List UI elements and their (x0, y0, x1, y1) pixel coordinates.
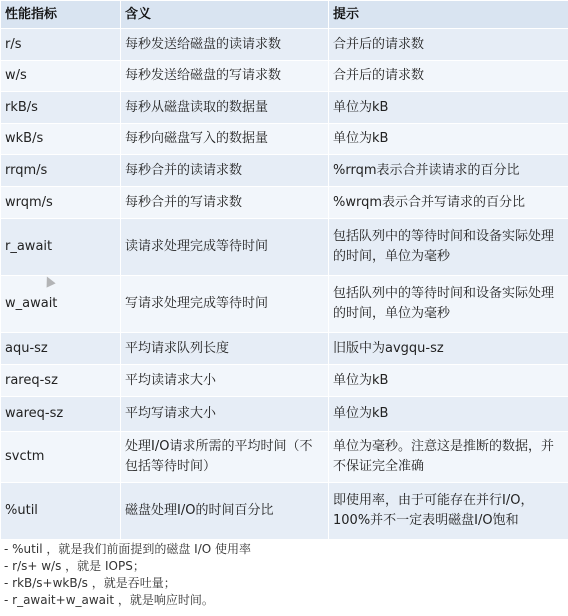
hint-cell: %wrqm表示合并写请求的百分比 (329, 187, 568, 219)
hint-cell: 合并后的请求数 (329, 61, 568, 92)
hint-cell: 单位为kB (329, 397, 568, 432)
header-metric: 性能指标 (1, 1, 121, 29)
meaning-cell: 平均写请求大小 (121, 397, 329, 432)
meaning-cell: 每秒合并的读请求数 (121, 155, 329, 187)
hint-cell: 单位为毫秒。注意这是推断的数据，并不保证完全准确 (329, 432, 568, 483)
metric-cell: %util (1, 483, 121, 540)
metric-cell: rareq-sz (1, 365, 121, 397)
table-row (1, 483, 568, 540)
header-hint: 提示 (329, 1, 568, 29)
summary-notes (0, 541, 568, 616)
meaning-cell: 平均请求队列长度 (121, 333, 329, 365)
note-line: - %util ，就是我们前面提到的磁盘 I/O 使用率 (4, 542, 251, 556)
metric-cell: wrqm/s (1, 187, 121, 219)
meaning-cell: 每秒发送给磁盘的写请求数 (121, 61, 329, 92)
hint-cell: 单位为kB (329, 365, 568, 397)
metric-cell: wareq-sz (1, 397, 121, 432)
hint-cell: 合并后的请求数 (329, 29, 568, 61)
table-row (1, 365, 568, 397)
metric-cell: w_await (1, 276, 121, 333)
table-row (1, 61, 568, 92)
meaning-cell: 写请求处理完成等待时间 (121, 276, 329, 333)
meaning-cell: 平均读请求大小 (121, 365, 329, 397)
table-header-row (1, 1, 568, 29)
table-row (1, 219, 568, 276)
hint-cell: 旧版中为avgqu-sz (329, 333, 568, 365)
hint-cell: 单位为kB (329, 124, 568, 155)
meaning-cell: 读请求处理完成等待时间 (121, 219, 329, 276)
table-row (1, 124, 568, 155)
meaning-cell: 每秒从磁盘读取的数据量 (121, 92, 329, 124)
table-row (1, 432, 568, 483)
hint-cell: 即使用率，由于可能存在并行I/O，100%并不一定表明磁盘I/O饱和 (329, 483, 568, 540)
meaning-cell: 处理I/O请求所需的平均时间（不包括等待时间） (121, 432, 329, 483)
table-row (1, 29, 568, 61)
metric-cell: r_await (1, 219, 121, 276)
metric-cell: w/s (1, 61, 121, 92)
metric-cell: aqu-sz (1, 333, 121, 365)
metric-cell: rrqm/s (1, 155, 121, 187)
hint-cell: %rrqm表示合并读请求的百分比 (329, 155, 568, 187)
hint-cell: 包括队列中的等待时间和设备实际处理的时间，单位为毫秒 (329, 276, 568, 333)
metric-cell: wkB/s (1, 124, 121, 155)
metric-cell: r/s (1, 29, 121, 61)
hint-cell: 包括队列中的等待时间和设备实际处理的时间，单位为毫秒 (329, 219, 568, 276)
table-row (1, 92, 568, 124)
metric-cell: svctm (1, 432, 121, 483)
table-row (1, 333, 568, 365)
note-line: - rkB/s+wkB/s ，就是吞吐量； (4, 576, 176, 590)
note-line: - r_await+w_await ，就是响应时间。 (4, 593, 214, 607)
meaning-cell: 每秒合并的写请求数 (121, 187, 329, 219)
table-row (1, 187, 568, 219)
table-row (1, 397, 568, 432)
meaning-cell: 每秒发送给磁盘的读请求数 (121, 29, 329, 61)
meaning-cell: 每秒向磁盘写入的数据量 (121, 124, 329, 155)
hint-cell: 单位为kB (329, 92, 568, 124)
note-line: - r/s+ w/s ，就是 IOPS； (4, 559, 145, 573)
metric-cell: rkB/s (1, 92, 121, 124)
meaning-cell: 磁盘处理I/O的时间百分比 (121, 483, 329, 540)
header-meaning: 含义 (121, 1, 329, 29)
table-row (1, 155, 568, 187)
table-row (1, 276, 568, 333)
